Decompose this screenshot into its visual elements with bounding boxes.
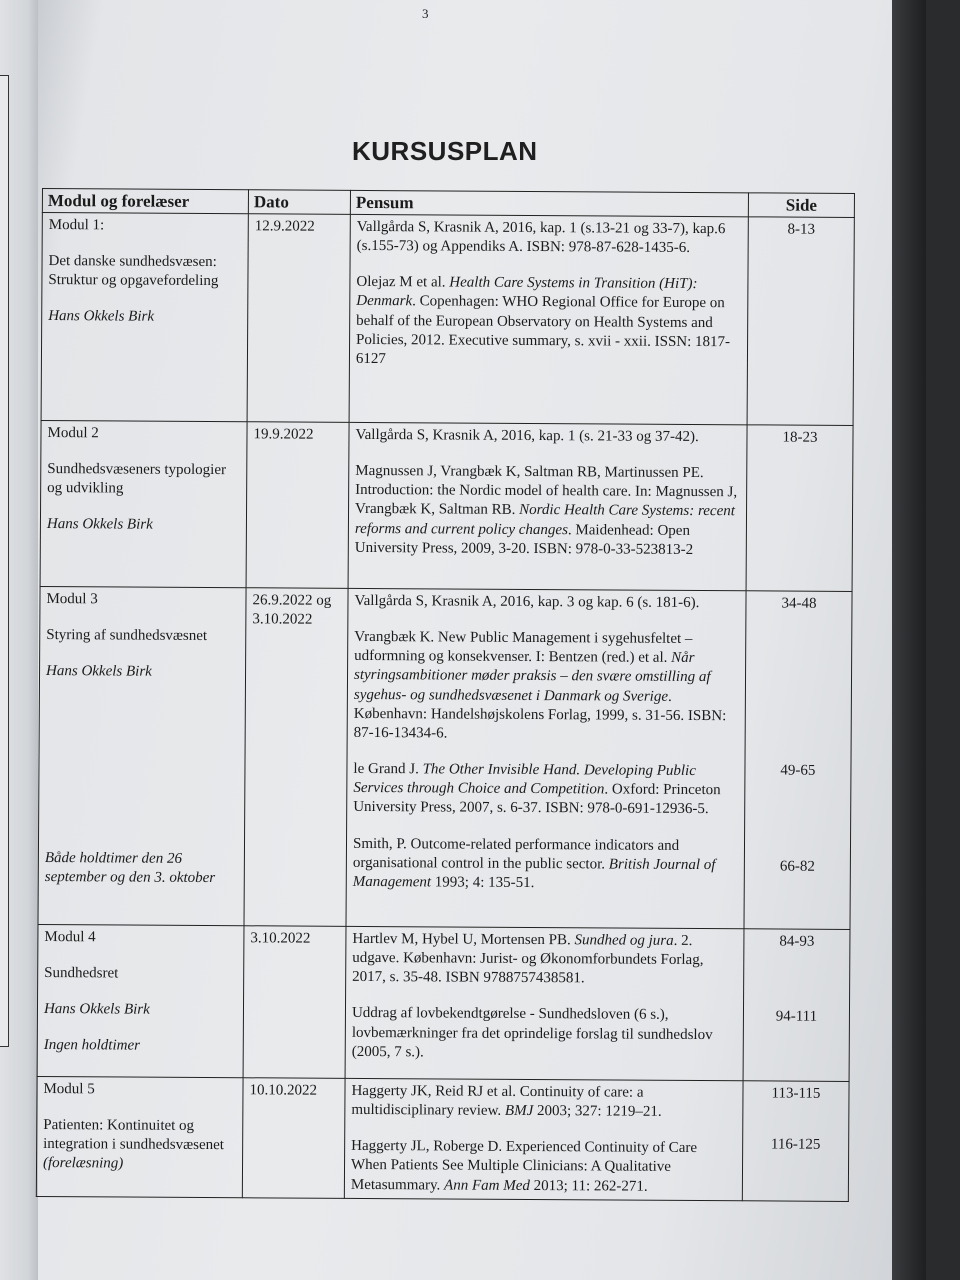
modul-label: Modul 2 [47, 424, 99, 442]
modul-label: Modul 3 [46, 590, 98, 608]
dato-cell: 3.10.2022 [243, 925, 346, 1078]
reading-item: Vallgårda S, Krasnik A, 2016, kap. 3 og kap. 6 (s. 181-6). [354, 592, 700, 611]
modul-topic: Styring af sundhedsvæsnet [46, 626, 208, 644]
modul-cell [37, 924, 244, 1077]
side-cell [742, 1081, 849, 1202]
header-pensum: Pensum [350, 190, 748, 216]
pensum-cell [345, 926, 744, 1080]
adjacent-page-edge [0, 0, 40, 1280]
modul-cell [41, 212, 248, 421]
side-cell: 8-13 [747, 217, 854, 426]
side-cell [743, 929, 850, 1082]
side-entry: 34-48 [781, 595, 817, 612]
table-row [36, 1076, 849, 1201]
reading-item: Smith, P. Outcome-related performance indicators and organisational control in the public sector. British Journal of Management 1993; 4: 135-51. [352, 835, 716, 892]
dato-cell: 10.10.2022 [242, 1077, 345, 1198]
side-cell: 18-23 [746, 425, 853, 592]
modul-label: Modul 4 [44, 928, 96, 946]
lecturer-name: Hans Okkels Birk [43, 1001, 150, 1018]
reading-item: Haggerty JL, Roberge D. Experienced Continuity of Care When Patients See Multiple Clinicians: A Qualitative Metasummary. Ann Fam Med 2013; 11: 262-271. [350, 1138, 698, 1195]
header-side: Side [748, 193, 854, 217]
modul-cell [36, 1076, 243, 1197]
reading-item: Hartlev M, Hybel U, Mortensen PB. Sundhed og jura. 2. udgave. København: Jurist- og Økonomforbundets Forlag, 2017, s. 35-48. ISBN 9788757438581. [352, 930, 704, 987]
reading-item: le Grand J. The Other Invisible Hand. Developing Public Services through Choice and Competition. Oxford: Princeton University Press, 2007, s. 6-37. ISBN: 978-0-691-12936-5. [353, 760, 721, 818]
lecturer-name: (forelæsning) [42, 1155, 124, 1172]
modul-note: Både holdtimer den 26 september og den 3. oktober [44, 849, 216, 887]
modul-label: Modul 5 [43, 1080, 95, 1098]
side-entry: 66-82 [779, 858, 815, 875]
course-schedule-table [36, 188, 854, 1202]
adjacent-page-table-border [0, 75, 9, 1047]
modul-topic: Sundhedsret [44, 964, 119, 982]
reading-item: Vallgårda S, Krasnik A, 2016, kap. 1 (s. 21-33 og 37-42). [355, 426, 699, 445]
lecturer-name: Hans Okkels Birk [46, 516, 153, 533]
side-entry: 49-65 [780, 762, 816, 779]
pensum-cell [344, 1078, 743, 1200]
side-cell [744, 591, 852, 930]
reading-item: Uddrag af lovbekendtgørelse - Sundhedsloven (6 s.), lovbemærkninger fra det oprindelige forslag til sundhedslov (2005, 7 s.). [351, 1005, 713, 1061]
table-row [40, 420, 853, 591]
reading-item: Vallgårda S, Krasnik A, 2016, kap. 1 (s.13-21 og 33-7), kap.6 (s.155-73) og Appendiks A. ISBN: 978-87-628-1435-6. [356, 218, 726, 256]
dato-cell: 26.9.2022 og 3.10.2022 [244, 588, 348, 927]
side-entry: 94-111 [775, 1008, 818, 1025]
modul-topic: Patienten: Kontinuitet og integration i sundhedsvæsenet [43, 1116, 225, 1154]
reading-item: Olejaz M et al. Health Care Systems in Transition (HiT): Denmark. Copenhagen: WHO Regional Office for Europe on behalf of the European Observatory on Health Systems and Policies, 2012. Executive summary, s. xvii - xxii. ISSN: 1817-6127 [355, 274, 731, 367]
header-modul: Modul og forelæser [42, 189, 248, 214]
table-row [38, 586, 852, 929]
modul-cell [40, 420, 247, 587]
page-number: 3 [422, 6, 429, 21]
reading-item: Vrangbæk K. New Public Management i sygehusfeltet – udformning og konsekvenser. I: Bentzen (red.) et al. Når styringsambitioner møder praksis – den svære omstilling af sygehus- og sundhedsvæsenet i Danmark og Sverige. København: Handelshøjskolens Forlag, 1999, s. 31-56. ISBN: 87-16-13434-6. [353, 628, 727, 742]
pensum-cell [346, 588, 746, 928]
reading-item: Haggerty JK, Reid RJ et al. Continuity of care: a multidisciplinary review. BMJ 2003; 327: 1219–21. [351, 1082, 662, 1120]
side-entry: 84-93 [779, 933, 815, 950]
table-row [37, 924, 850, 1081]
modul-topic: Sundhedsvæseners typologier og udvikling [47, 460, 227, 497]
page-shadow [892, 0, 926, 1280]
modul-cell [38, 586, 246, 925]
side-entry: 113-115 [771, 1085, 821, 1102]
dato-cell: 12.9.2022 [247, 214, 350, 423]
header-dato: Dato [248, 190, 350, 214]
side-entry: 116-125 [770, 1136, 821, 1153]
lecturer-name: Hans Okkels Birk [45, 663, 152, 680]
reading-item: Magnussen J, Vrangbæk K, Saltman RB, Martinussen PE. Introduction: the Nordic model of health care. In: Magnussen J, Vrangbæk K, Saltman RB. Nordic Health Care Systems: recent reforms and current policy changes. Maidenhead: Open University Press, 2009, 3-20. ISBN: 978-0-33-523813-2 [354, 462, 738, 558]
modul-label: Modul 1: [48, 216, 105, 234]
pensum-cell [349, 214, 748, 424]
modul-note: Ingen holdtimer [43, 1037, 141, 1054]
lecturer-name: Hans Okkels Birk [48, 308, 155, 325]
modul-topic: Det danske sundhedsvæsen: Struktur og opgavefordeling [48, 252, 219, 290]
page-title: KURSUSPLAN [352, 136, 538, 166]
pensum-cell [348, 422, 747, 590]
dato-cell: 19.9.2022 [246, 422, 349, 589]
table-row [41, 212, 854, 425]
